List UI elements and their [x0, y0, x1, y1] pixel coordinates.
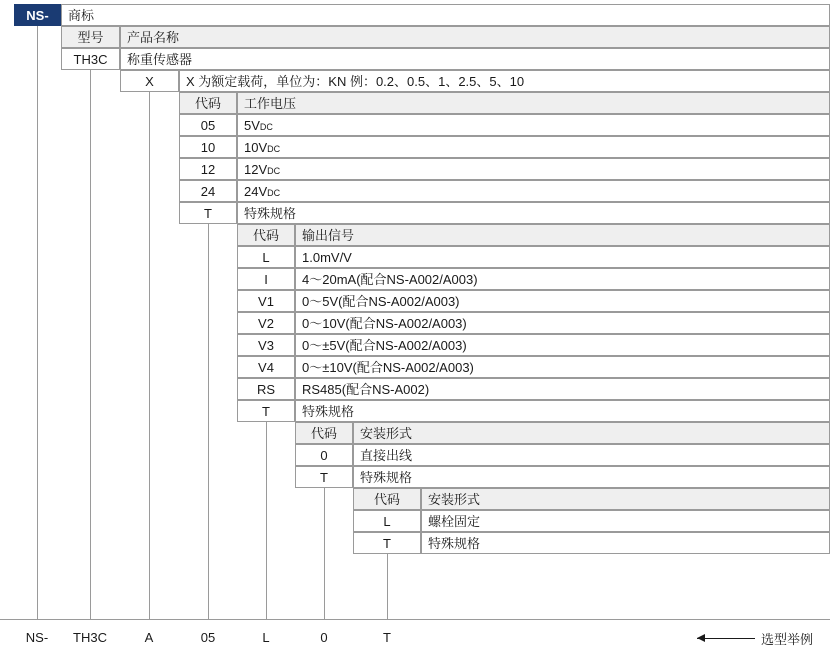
left-arrow-icon: [697, 638, 755, 639]
output-code: V4: [237, 356, 295, 378]
example-segment-0: NS-: [25, 630, 49, 645]
voltage-desc-text: 5V: [244, 117, 260, 133]
row-voltage-3: [179, 180, 830, 202]
rated-load-code: X: [120, 70, 179, 92]
connector-line-mount1: [324, 488, 325, 619]
example-note-label: 选型举例: [761, 632, 814, 647]
connector-line-brand: [37, 26, 38, 619]
voltage-desc-text: 特殊规格: [244, 205, 297, 221]
voltage-desc-header: 工作电压: [237, 92, 830, 114]
output-code: V1: [237, 290, 295, 312]
mount1-code: T: [295, 466, 353, 488]
row-voltage-4: [179, 202, 830, 224]
voltage-desc: [237, 136, 830, 158]
row-rated-load: [120, 70, 830, 92]
row-voltage-2: [179, 158, 830, 180]
voltage-desc-sub: DC: [267, 165, 281, 176]
row-mount2-1: [353, 532, 830, 554]
row-mount2-0: [353, 510, 830, 532]
voltage-desc: [237, 202, 830, 224]
voltage-code: 24: [179, 180, 237, 202]
brand-tag-cell: NS-: [14, 4, 61, 26]
voltage-code: 12: [179, 158, 237, 180]
rated-load-desc: X 为额定载荷，单位为：KN 例：0.2、0.5、1、2.5、5、10: [179, 70, 830, 92]
row-mount1-1: [295, 466, 830, 488]
output-desc-header: 输出信号: [295, 224, 830, 246]
row-model-value: [61, 48, 830, 70]
row-output-7: [237, 400, 830, 422]
voltage-code: T: [179, 202, 237, 224]
voltage-desc: [237, 158, 830, 180]
output-code: RS: [237, 378, 295, 400]
row-output-5: [237, 356, 830, 378]
voltage-desc-sub: DC: [259, 121, 273, 132]
example-segment-3: 05: [200, 630, 216, 645]
brand-desc-cell: 商标: [61, 4, 830, 26]
row-output-6: [237, 378, 830, 400]
row-output-4: [237, 334, 830, 356]
row-mount2-header: [353, 488, 830, 510]
output-desc: RS485(配合NS-A002): [295, 378, 830, 400]
connector-line-voltage: [208, 224, 209, 619]
model-desc-value: 称重传感器: [120, 48, 830, 70]
output-code: V2: [237, 312, 295, 334]
bottom-divider: [0, 619, 830, 620]
example-segment-5: 0: [320, 630, 328, 645]
voltage-desc: [237, 180, 830, 202]
row-output-3: [237, 312, 830, 334]
output-desc: 0～10V(配合NS-A002/A003): [295, 312, 830, 334]
mount2-desc: 特殊规格: [421, 532, 830, 554]
output-code: V3: [237, 334, 295, 356]
output-desc: 0～±10V(配合NS-A002/A003): [295, 356, 830, 378]
row-voltage-header: [179, 92, 830, 114]
connector-line-model: [90, 70, 91, 619]
output-code: I: [237, 268, 295, 290]
example-segment-4: L: [262, 630, 270, 645]
output-code: T: [237, 400, 295, 422]
voltage-desc-text: 12V: [244, 161, 268, 177]
mount2-desc: 螺栓固定: [421, 510, 830, 532]
voltage-desc-sub: DC: [267, 187, 281, 198]
voltage-desc-text: 10V: [244, 139, 268, 155]
mount2-code: T: [353, 532, 421, 554]
mount1-code-header: 代码: [295, 422, 353, 444]
mount1-desc-header: 安装形式: [353, 422, 830, 444]
mount1-desc: 特殊规格: [353, 466, 830, 488]
connector-line-load: [149, 92, 150, 619]
example-note-group: [697, 629, 813, 648]
output-desc: 0～5V(配合NS-A002/A003): [295, 290, 830, 312]
connector-line-mount2: [387, 554, 388, 619]
row-mount1-0: [295, 444, 830, 466]
mount1-code: 0: [295, 444, 353, 466]
example-segment-6: T: [383, 630, 391, 645]
output-desc: 1.0mV/V: [295, 246, 830, 268]
row-voltage-1: [179, 136, 830, 158]
output-code: L: [237, 246, 295, 268]
mount2-code-header: 代码: [353, 488, 421, 510]
row-output-1: [237, 268, 830, 290]
row-model-header: [61, 26, 830, 48]
mount2-desc-header: 安装形式: [421, 488, 830, 510]
voltage-desc-text: 24V: [244, 183, 268, 199]
example-segment-1: TH3C: [73, 630, 107, 645]
row-voltage-0: [179, 114, 830, 136]
mount1-desc: 直接出线: [353, 444, 830, 466]
output-desc: 特殊规格: [295, 400, 830, 422]
voltage-code: 10: [179, 136, 237, 158]
model-code-value: TH3C: [61, 48, 120, 70]
output-desc: 4～20mA(配合NS-A002/A003): [295, 268, 830, 290]
row-mount1-header: [295, 422, 830, 444]
mount2-code: L: [353, 510, 421, 532]
example-segment-2: A: [144, 630, 154, 645]
row-output-header: [237, 224, 830, 246]
model-desc-header: 产品名称: [120, 26, 830, 48]
connector-line-output: [266, 422, 267, 619]
voltage-desc: [237, 114, 830, 136]
output-code-header: 代码: [237, 224, 295, 246]
model-code-header: 型号: [61, 26, 120, 48]
row-brand: [14, 4, 830, 26]
row-output-0: [237, 246, 830, 268]
voltage-code: 05: [179, 114, 237, 136]
output-desc: 0～±5V(配合NS-A002/A003): [295, 334, 830, 356]
voltage-desc-sub: DC: [267, 143, 281, 154]
voltage-code-header: 代码: [179, 92, 237, 114]
row-output-2: [237, 290, 830, 312]
